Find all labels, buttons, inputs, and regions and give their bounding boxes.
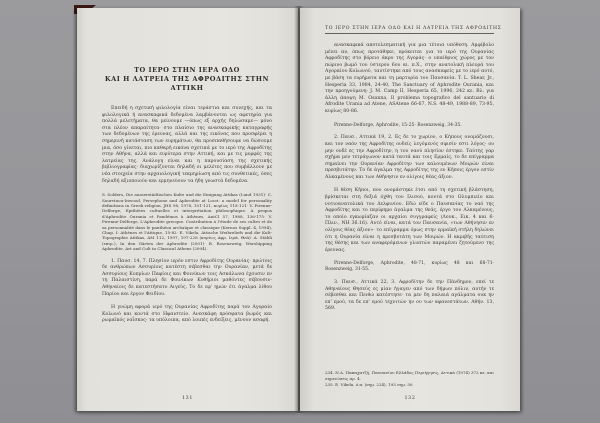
running-head: ΤΟ ΙΕΡΟ ΣΤΗΝ ΙΕΡΑ ΟΔΟ ΚΑΙ Η ΛΑΤΡΕΙΑ ΤΗΣ ΑΦΡΟΔΙΤΗΣ bbox=[325, 26, 502, 31]
page-number-left: 131 bbox=[182, 396, 193, 401]
footnote-235: 235. Ε. Vikela, ό.π. (σημ. 224), 193 σημ. 50. bbox=[325, 381, 414, 387]
page-left bbox=[77, 8, 298, 411]
footnote-234: 234. Ν.Δ. Παπαχατζή, Παυσανίου Ελλάδος Περιήγησις, Αττικά (1974) 372 κε. και σημειώσεις αρ. 4. bbox=[325, 370, 494, 381]
paragraph-comment-1: Η γνώμη αφορά ιερό της Ουρανίας Αφροδίτης παρά τον Αγοραίο Κολωνό και κοντά στο Ηφαιστείο. Ανεσκάφη πρόσφατα βωμός και ρωμαϊκός ναΐσκος· τα υπόλοιπα, από λοιπές ενδείξεις, μένουν ασαφή. bbox=[102, 305, 272, 324]
paragraph-comment-2: Η θέση Κήποι, που ονομάστηκε έτσι από τη σχετική βλάστηση, βρίσκεται στη δεξιά όχθη του Ιλισού, κοντά στο Ολυμπιείο και νοτιοανατολικά του Δελφινίου. Εδώ είδε ο Παυσανίας το ναό της Αφροδίτης και το περίφημο άγαλμα της θεάς, έργο του Αλκαμένους, το οποίο εγκωμίαζαν οι αρχαίοι συγγραφείς (Λουκ., Εικ. 4 και 6· Πλιν., NH 36.16). Αυτό είναι, κατά τον Παυσανία, «των Αθήνησιν εν ολίγοις θέας άξιον»· το επίγραμμα όμως στην ερμαϊκή στήλη δηλώνει ότι η Ουρανία είναι η πρεσβυτάτη των Μοιρών. Η ακριβής ταύτιση της θέσης και των αναφερόμενων γλυπτών παραμένει ζητούμενο της έρευνας. bbox=[325, 188, 494, 253]
reference-line-1: Pirenne-Delforge, Aphrodite, 15-25· Rosenzweig, 34-35. bbox=[334, 122, 462, 128]
paragraph-continuation: ανασκαφικά αποτελεσματική για μια τέτοια υπόθεση. Αμφίβολο μένει αν, όπως προτάθηκε, πρόκειται για το ιερό της Ουρανίας Αφροδίτης στο βόρειο άκρο της Αγοράς· ο υπαίθριος χώρος με τον πώρινο βωμό του ύστερου 6ου αι. π.Χ., στην ανατολική πλευρά του Αγοραίου Κολωνού, ταυτίστηκε από τους ανασκαφείς με το ιερό αυτό, με βάση τα ευρήματα και τη μαρτυρία του Παυσανία. T. L. Shear, Jr., Hesperia 33, 1984, 24-40, The Sanctuary of Aphrodite Ourania, και την προηγούμενη· J. M. Camp II, Hesperia 65, 1996, 242 κε. Βλ. για άλλη άποψη M. Osanna, Il problema topografico del santuario di Afrodite Urania ad Atene, ASAtene 66-67, N.S. 48-49, 1988-89, 73-95, κυρίως 80-86. bbox=[325, 43, 494, 114]
footnotes bbox=[325, 370, 494, 388]
page-right bbox=[300, 8, 520, 411]
running-head-rule bbox=[325, 33, 494, 34]
chapter-title bbox=[104, 66, 270, 93]
paragraph-passage-2: 2. Παυσ., Αττικά 19, 2. Ες δε το χωρίον, ο Κήπους ονομάζουσι, και τον ναόν της Αφροδίτης ουδείς λεγόμενός σφισίν εστι λόγος· ου μην ουδέ ες την Αφροδίτην, η του ναού πλησίον έστηκε. Ταύτης γαρ σχήμα μεν τετράγωνον κατά ταυτά και τοις Ερμαίς, το δε επίγραμμα σημαίνει την Ουρανίαν Αφροδίτην των καλουμένων Μοιρών είναι πρεσβυτάτην. Το δε άγαλμα της Αφροδίτης της εν Κήποις έργον εστίν Αλκαμένους και των Αθήνησιν εν ολίγοις θέας άξιον. bbox=[325, 135, 494, 180]
paragraph-passage-1: 1. Παυσ. 14, 7. Πλησίον ιερόν εστιν Αφροδίτης Ουρανίας· πρώτοις δε ανθρώπων Ασσυρίοις κατέστη σέβεσθαι την Ουρανίαν, μετά δε Ασσυρίους Κυπρίων Παφίοις και Φοινίκων τοις Ασκάλωνα έχουσιν εν τη Παλαιστίνη, παρά δε Φοινίκων Κυθήριοι μαθόντες σέβουσιν· Αθηναίοις δε κατεστήσατο Αιγεύς. Το δε εφ' ημών έτι άγαλμα λίθου Παρίου και έργον Φειδίου. bbox=[102, 258, 272, 297]
paragraph-passage-3: 3. Παυσ., Αττικά 22, 3. Αφροδίτην δε την Πάνδημον, επεί τε Αθηναίους Θησεύς ες μίαν ήγαγεν από των δήμων πόλιν, αυτήν τε σέβεσθαι και Πειθώ κατέστησε· τα μεν δη παλαιά αγάλματα ουκ ην επ' εμού, τα δε επ' εμού τεχνιτών ην ου των αφανεστάτων. Αθήν. 13, 569. bbox=[325, 280, 494, 312]
chapter-title-line2: ΚΑΙ Η ΛΑΤΡΕΙΑ ΤΗΣ ΑΦΡΟΔΙΤΗΣ ΣΤΗΝ ΑΤΤΙΚΗ bbox=[104, 75, 270, 92]
reference-line-2: Pirenne-Delforge, Aphrodite, 48-71, κυρίως 48 και 68-71· Rosenzweig, 31-55. bbox=[325, 261, 494, 273]
paragraph-intro: Επειδή η σχετική φιλολογία είναι τεράστια και συνεχής, και τα φιλολογικά ή ανασκαφικά δεδομένα λαμβάνονται ως αφετηρία για πολλά μελετήματα, θα μείνουμε —όπως εξ αρχής δηλώσαμε— μόνο στα πλέον απαραίτητα· στο πλαίσιο της ανασκαφικής καταγραφής των δεδομένων της έρευνας, αλλά και της εικόνας που προσφέρει η σημερινή κατάσταση των ευρημάτων, θα προσπαθήσουμε να δώσουμε μια, όσο γίνεται, πιο καθαρή εικόνα σχετικά με το ιερό της Αφροδίτης στην Αθήνα, αλλά και ευρύτερα στην Αττική, και με τις μορφές της λατρείας της. Ανάλογη είναι και η παρουσίαση της σχετικής βιβλιογραφίας· διαχωρίζονται δηλαδή οι μελέτες που συμβάλλουν με νέα στοιχεία στην αρχαιολογική τεκμηρίωση από τις συνθετικές, όσες δηλαδή αξιοποιούν και ερμηνεύουν τα ήδη γνωστά δεδομένα. bbox=[102, 106, 272, 184]
bibliography-note: S. Solders, Die ausserstädtischen Kulte und die Einigung Attikas (Lund 1931)· C. Sourvinou-Inwood, Persephone and Aphrodite at Locri: a model for personality definitions in Greek religion, JHS 98, 1978, 101-121, κυρίως 118-121· V. Pirenne-Delforge, Epithètes cultuelles et interprétation philosophique. À propos d'Aphrodite Ourania et Pandémos à Athènes, AntCl 57, 1988, 136-175· V. Pirenne-Delforge, L'Aphrodite grecque. Contribution à l'étude de ses cultes et de sa personnalité dans le panthéon archaïque et classique (Kernos Suppl. 4, 1994), Chap. I: Athènes et l'Attique, 15-82· E. Vikela, Attische Weihreliefs und die Kult-Topographie Attikas, AM 112, 1997, 197-228 (κυρίως Αφρ. Ιερά, Θεά)· A. Stähli (επιμ.), In den Gärten der Aphrodite (2001)· R. Rosenzweig, Worshipping Aphrodite. Art and Cult in Classical Athens (2004). bbox=[102, 192, 272, 252]
chapter-title-line1: ΤΟ ΙΕΡΟ ΣΤΗΝ ΙΕΡΑ ΟΔΟ bbox=[134, 66, 240, 74]
page-number-right: 132 bbox=[404, 396, 416, 401]
